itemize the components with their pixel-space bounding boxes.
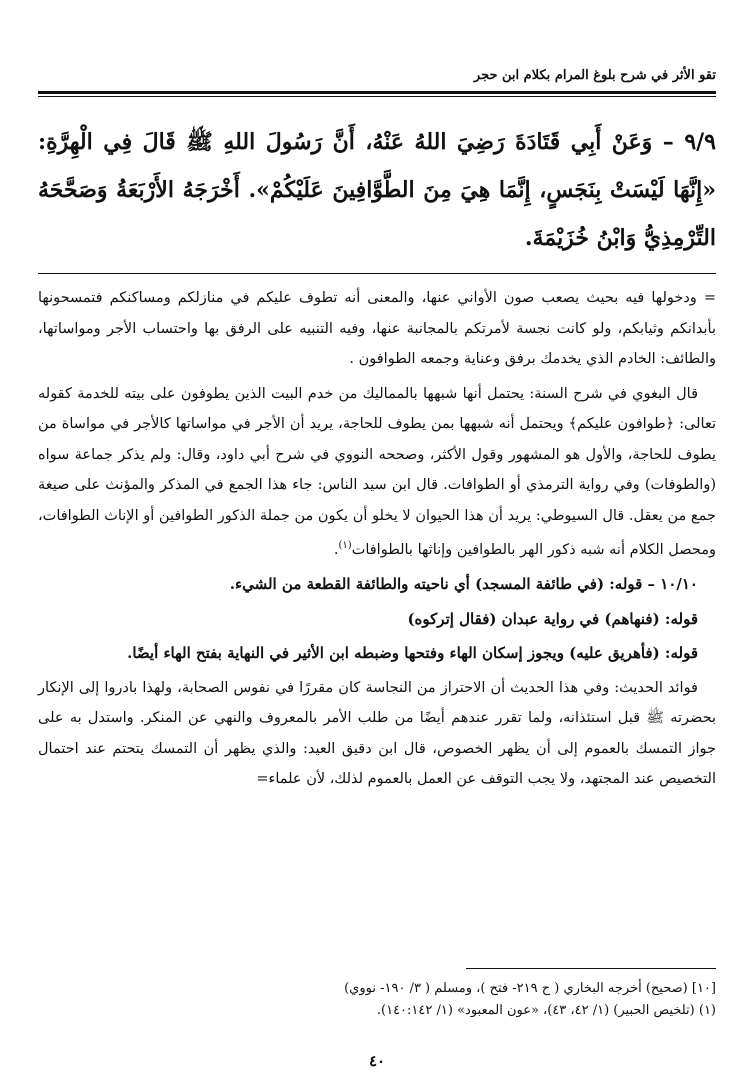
footnotes	[38, 978, 716, 1022]
page-number: ٤٠	[368, 1052, 386, 1070]
commentary-heading: قوله: (فنهاهم) في رواية عبدان (فقال إتركوه)	[407, 609, 698, 628]
commentary-heading: قوله: (فأهريق عليه) ويجوز إسكان الهاء وفتحها وضبطه ابن الأثير في النهاية بفتح الهاء أيضًا.	[127, 644, 698, 663]
hadith-dash: –	[652, 129, 674, 155]
commentary-text: قال البغوي في شرح السنة: يحتمل أنها شبهها بالمماليك من خدم البيت الذين يطوفون على بيته للخدمة كقوله تعالى: ﴿طوافون عليكم﴾ ويحتمل أنه شبهها بمن يطوف للحاجة، يريد أن الأجر في مواساتها كالأجر في مواساة من يطوف للحاجة، والأول هو المشهور وقول الأكثر، وصححه النووي في شرح أبي داود، وقال: ولم يذكر جماعة سواه (والطوفات) وفي رواية الترمذي أو الطوافات. قال ابن سيد الناس: جاء هذا الجمع في المذكر والمؤنث على صيغة جمع من يعقل. قال السيوطي: يريد أن هذا الحيوان لا يخلو أن يكون من جملة الذكور الطوافين أو الإناث الطوافات، ومحصل الكلام أنه شبه ذكور الهر بالطوافين وإناثها بالطوافات	[38, 385, 716, 558]
running-title: تقو الأثر في شرح بلوغ المرام بكلام ابن حجر	[473, 68, 716, 83]
footnote: (١) (تلخيص الحبير) (١/ ٤٢، ٤٣)، «عون المعبود» (١/ ١٤٠:١٤٢).	[376, 1003, 716, 1018]
commentary-body	[38, 283, 716, 799]
commentary-text: .	[333, 541, 339, 558]
commentary-paragraph: = ودخولها فيه بحيث يصعب صون الأواني عنها، والمعنى أنه تطوف عليكم في منازلكم ومساكنكم فتمسحونها بأبدانكم وثيابكم، ولو كانت نجسة لأمرتكم بالمجانبة عنها، وفيه التنبيه على الرفق بها واحتساب الأجر ومواساتها، والطائف: الخادم الذي يخدمك برفق وعناية وجمعه الطوافون .	[38, 290, 716, 367]
header-rule	[38, 91, 716, 94]
footnote: [١٠] (صحيح) أخرجه البخاري ( ح ٢١٩- فتح )، ومسلم ( ٣/ ١٩٠- نووي)	[344, 981, 716, 996]
footnote-ref: (١)	[338, 540, 352, 551]
commentary-heading: ١٠/١٠ – قوله: (في طائفة المسجد) أي ناحيته والطائفة القطعة من الشيء.	[229, 575, 698, 594]
commentary-paragraph: فوائد الحديث: وفي هذا الحديث أن الاحتراز من النجاسة كان مقررًا في نفوس الصحابة، ولهذا بادروا إلى الإنكار بحضرته ﷺ قبل استئذانه، ولما تقرر عندهم أيضًا من طلب الأمر بالمعروف والنهي عن المنكر. واستدل به على جواز التمسك بالعموم إلى أن يظهر الخصوص، قال ابن دقيق العيد: والذي يظهر أن التمسك يتحتم عند احتمال التخصيص عند المجتهد، ولا يجب التوقف عن العمل بالعموم لذلك، لأن علماء=	[38, 679, 716, 788]
commentary-paragraph	[38, 379, 716, 566]
hadith-text: وَعَنْ أَبِي قَتَادَةَ رَضِيَ اللهُ عَنْهُ، أَنَّ رَسُولَ اللهِ ﷺ قَالَ فِي الْهِرَّةِ: «إِنَّهَا لَيْسَتْ بِنَجَسٍ، إِنَّمَا هِيَ مِنَ الطَّوَّافِينَ عَلَيْكُمْ». أَخْرَجَهُ الأَرْبَعَةُ وَصَحَّحَهُ التِّرْمِذِيُّ وَابْنُ خُزَيْمَةَ.	[38, 129, 716, 251]
hadith-block	[38, 118, 716, 262]
footnote-rule	[466, 968, 716, 969]
hadith-number: ٩/٩	[684, 129, 716, 155]
section-rule	[38, 273, 716, 274]
